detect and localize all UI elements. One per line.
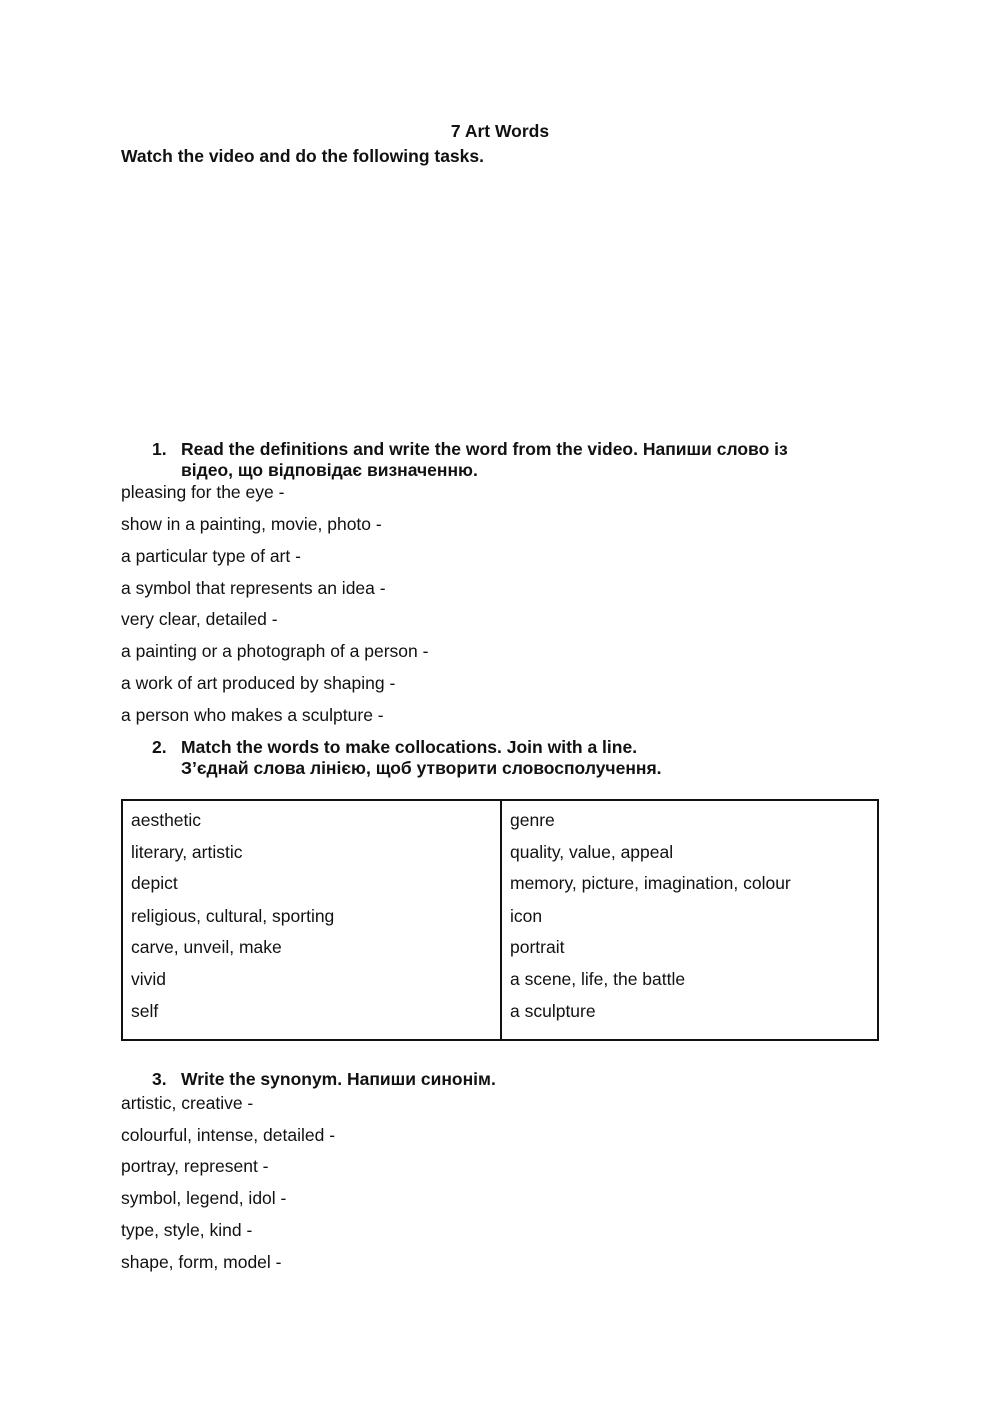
collocation-right-item[interactable]: quality, value, appeal <box>510 842 674 862</box>
task-1-item: pleasing for the eye - <box>121 482 285 502</box>
task-3-item: type, style, kind - <box>121 1220 253 1240</box>
task-1-item: a symbol that represents an idea - <box>121 578 386 598</box>
instructions-subtitle: Watch the video and do the following tasks. <box>121 146 484 166</box>
task-1-heading-line1: Read the definitions and write the word from the video. Напиши слово із <box>181 439 788 459</box>
task-3-number: 3. <box>152 1069 167 1089</box>
collocation-left-column <box>123 801 502 1039</box>
collocation-right-item[interactable]: genre <box>510 810 555 830</box>
collocation-right-item[interactable]: icon <box>510 906 543 926</box>
task-2-heading <box>152 737 662 779</box>
collocation-right-item[interactable]: memory, picture, imagination, colour <box>510 873 791 893</box>
task-3-item: colourful, intense, detailed - <box>121 1125 336 1145</box>
collocation-left-item[interactable]: aesthetic <box>131 810 202 830</box>
task-1-heading-line2: відео, що відповідає визначенню. <box>181 460 478 480</box>
task-3-heading-text: Write the synonym. Напиши синонім. <box>181 1069 496 1089</box>
task-1-item: a work of art produced by shaping - <box>121 673 396 693</box>
collocation-right-item[interactable]: a scene, life, the battle <box>510 969 686 989</box>
collocation-right-item[interactable]: portrait <box>510 937 565 957</box>
collocation-left-item[interactable]: self <box>131 1001 159 1021</box>
collocation-left-item[interactable]: vivid <box>131 969 167 989</box>
collocation-left-item[interactable]: depict <box>131 873 178 893</box>
task-1-item: a painting or a photograph of a person - <box>121 641 429 661</box>
task-2-number: 2. <box>152 737 167 757</box>
page-title: 7 Art Words <box>450 121 550 141</box>
task-3-item: artistic, creative - <box>121 1093 254 1113</box>
task-3-heading <box>152 1069 496 1090</box>
task-3-item: shape, form, model - <box>121 1252 282 1272</box>
collocation-left-item[interactable]: literary, artistic <box>131 842 243 862</box>
collocation-left-item[interactable]: religious, cultural, sporting <box>131 906 335 926</box>
task-3-item: portray, represent - <box>121 1156 269 1176</box>
task-1-heading <box>152 439 788 481</box>
task-1-item: a person who makes a sculpture - <box>121 705 384 725</box>
task-1-item: very clear, detailed - <box>121 609 278 629</box>
task-2-heading-line1: Match the words to make collocations. Join with a line. <box>181 737 638 757</box>
collocation-right-item[interactable]: a sculpture <box>510 1001 596 1021</box>
collocation-table <box>121 799 879 1041</box>
task-1-number: 1. <box>152 439 167 459</box>
collocation-right-column <box>502 801 877 1039</box>
task-1-item: show in a painting, movie, photo - <box>121 514 382 534</box>
task-2-heading-line2: З’єднай слова лінією, щоб утворити словосполучення. <box>181 758 662 778</box>
task-3-item: symbol, legend, idol - <box>121 1188 287 1208</box>
collocation-left-item[interactable]: carve, unveil, make <box>131 937 282 957</box>
task-1-item: a particular type of art - <box>121 546 301 566</box>
